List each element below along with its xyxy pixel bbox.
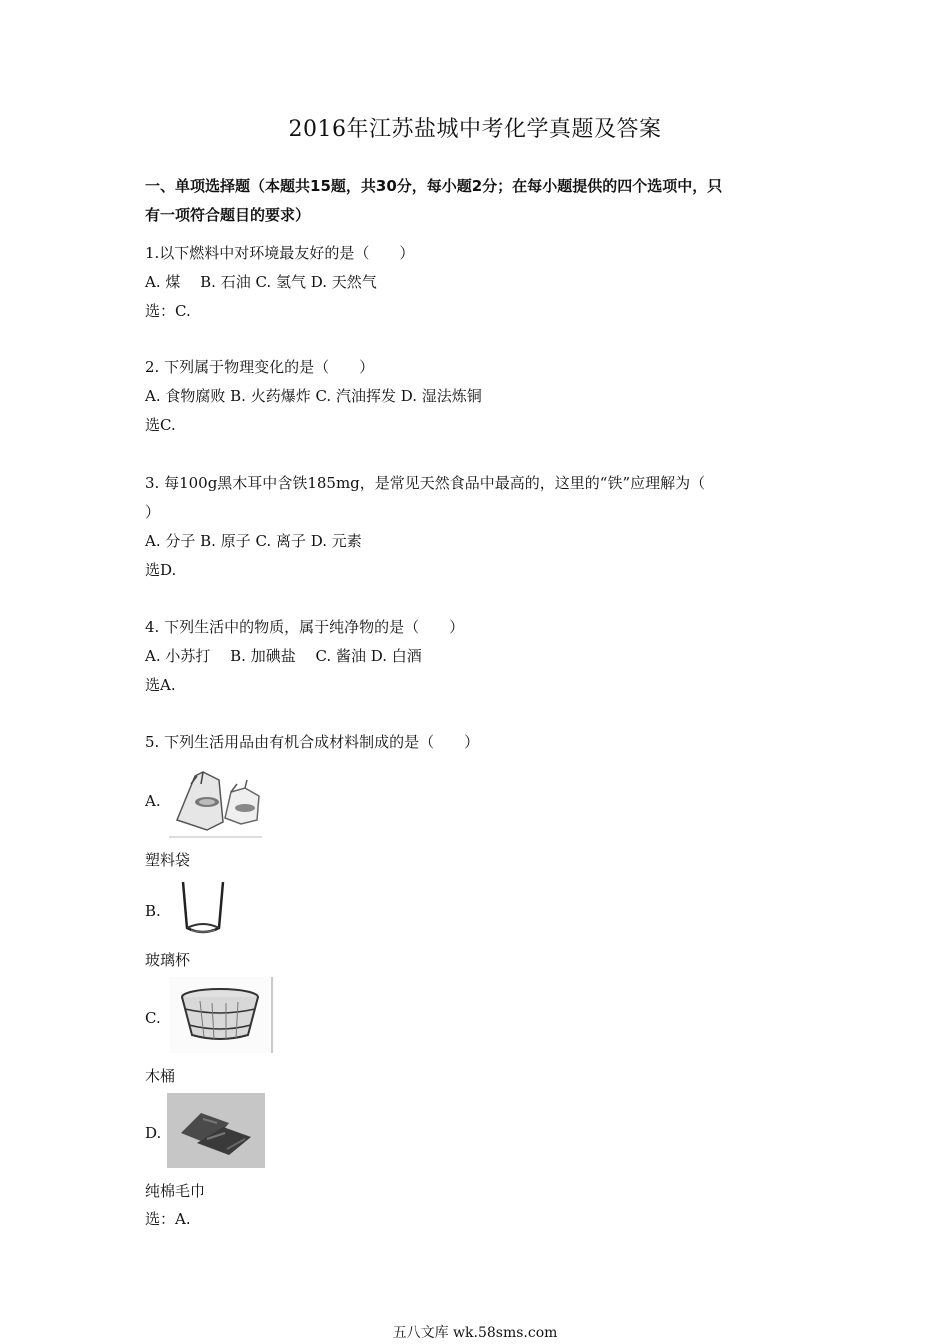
question-4-options: A. 小苏打 B. 加碘盐 C. 酱油 D. 白酒 [145, 647, 422, 665]
footer-watermark: 五八文库 wk.58sms.com [392, 1325, 558, 1341]
question-2-options: A. 食物腐败 B. 火药爆炸 C. 汽油挥发 D. 湿法炼铜 [145, 387, 482, 405]
question-4-answer: 选A. [145, 676, 176, 694]
question-1-answer: 选：C. [145, 302, 191, 320]
question-3-options: A. 分子 B. 原子 C. 离子 D. 元素 [145, 532, 362, 550]
question-5-answer: 选：A. [145, 1210, 191, 1228]
choice-c-caption: 木桶 [145, 1067, 176, 1085]
plastic-bags-image [167, 762, 264, 838]
section-heading [145, 172, 825, 230]
page-title: 2016年江苏盐城中考化学真题及答案 [288, 117, 662, 142]
choice-c-letter: C. [145, 1009, 161, 1027]
question-3-answer: 选D. [145, 561, 177, 579]
question-5-stem: 5. 下列生活用品由有机合成材料制成的是（ ） [145, 733, 480, 751]
question-3-stem-line-2: ） [145, 503, 161, 521]
question-2-stem: 2. 下列属于物理变化的是（ ） [145, 358, 375, 376]
choice-d-caption: 纯棉毛巾 [145, 1182, 206, 1200]
question-3-stem-line-1: 3. 每100g黑木耳中含铁185mg，是常见天然食品中最高的，这里的“铁”应理解为（ [145, 474, 706, 492]
section-heading-line-2: 有一项符合题目的要求） [145, 206, 311, 224]
question-1-stem: 1.以下燃料中对环境最友好的是（ ） [145, 244, 415, 262]
choice-a-letter: A. [145, 792, 161, 810]
choice-a-caption: 塑料袋 [145, 851, 191, 869]
question-1-options: A. 煤 B. 石油 C. 氢气 D. 天然气 [145, 273, 377, 291]
question-2-answer: 选C. [145, 416, 176, 434]
question-4-stem: 4. 下列生活中的物质，属于纯净物的是（ ） [145, 618, 465, 636]
choice-d-letter: D. [145, 1124, 162, 1142]
wooden-bucket-image [170, 977, 274, 1053]
glass-cup-image [177, 880, 229, 938]
cotton-towel-image [167, 1093, 265, 1168]
choice-b-letter: B. [145, 902, 161, 920]
choice-b-caption: 玻璃杯 [145, 951, 191, 969]
section-heading-line-1: 一、单项选择题（本题共15题，共30分，每小题2分；在每小题提供的四个选项中，只 [145, 177, 723, 195]
